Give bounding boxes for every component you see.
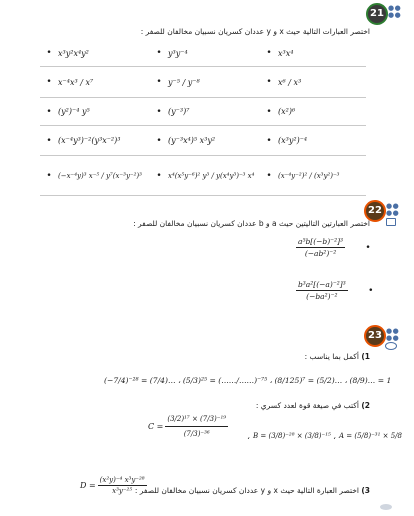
c-denominator: (7/3)⁻³⁶ [183,430,210,438]
expression: (x⁻⁴y⁻²)² / (x³y²)⁻³ [278,171,340,180]
exercise-21-table [40,40,366,196]
expression: (y⁻³)⁷ [168,107,190,116]
numerator: a⁵b[(−b)⁻²]³ [298,237,344,246]
q3-number: 3) [361,486,370,495]
expression: y³y⁻⁴ [168,48,188,58]
q2-c-expression [148,415,228,438]
expression: y⁻⁵ / y⁻⁸ [168,77,200,87]
q2-a-expression: A = (5/8)⁻³¹ × 5/8 [339,432,402,440]
expression: (x²)⁶ [278,107,296,116]
expression: x⁴(x⁵y⁻⁶)² y³ / y(x⁴y³)⁻³ x⁴ [168,171,255,180]
separator: ، [247,432,250,441]
dots-icon: ●● ●● [388,4,402,19]
bullet: • [46,135,52,146]
page-corner-icon [380,504,392,510]
dots-icon: ●● ●● [386,327,400,342]
expression: (−x⁻⁴y)³ x⁻⁵ / y⁷(x⁻³y⁻²)³ [58,171,142,180]
bullet: • [266,135,272,146]
q1-expression: (−7/4)⁻²⁸ = (7/4)… ، (5/3)²⁵ = (……/……)⁻⁷⁵ ، (8/125)⁷ = (5/2)… ، (8/9)… = 1 [104,376,392,385]
bullet: • [46,106,52,117]
expression: (x⁻⁴y³)⁻²(y³x⁻²)³ [58,136,121,145]
eye-icon [385,342,397,350]
q1-instruction [305,352,370,361]
bullet: • [156,77,162,87]
table-row [40,156,366,196]
dots-icon: ●● ●● [386,202,400,217]
bullet: • [156,135,162,146]
c-numerator: (3/2)¹⁷ × (7/3)⁻¹⁹ [165,415,228,427]
expression: x⁶ / x³ [278,77,302,87]
expression: (x³y²)⁻⁴ [278,136,308,145]
book-icon [386,218,396,226]
expression: x³y²x⁴y² [58,48,89,58]
bullet: • [266,170,272,181]
d-label: D = [80,481,96,490]
q2-instruction [256,401,370,410]
d-denominator: x³y⁻²⁵ [112,487,133,495]
denominator: (−ba²)⁻² [306,292,338,301]
table-row [40,40,366,67]
bullet: • [46,48,52,58]
bullet: • [46,170,52,181]
separator: ، [333,432,336,441]
table-row [40,126,366,156]
bullet: • [156,106,162,117]
q3-instruction [135,486,370,495]
q2-text: أكتب في صيغة قوة لعدد كسري : [255,401,359,410]
bullet: • [266,106,272,117]
expression-2 [296,280,380,301]
table-row [40,98,366,126]
q1-number: 1) [361,352,370,361]
exercise-23-badge: 23 [364,325,386,347]
bullet: • [365,242,371,253]
exercise-22-instruction: اختصر العبارتين التاليتين حيث a و b عددان كسريان نسبيان مخالفان للصفر : [133,219,370,228]
exercise-22-badge: 22 [364,200,386,222]
bullet: • [266,48,272,58]
expression: x⁻⁴x³ / x⁷ [58,77,94,87]
expression: (y⁻³x⁴)⁵ x³y² [168,136,216,145]
denominator: (−ab²)⁻² [304,249,337,258]
d-numerator: (x²y)⁻⁴ x³y⁻²⁸ [99,476,145,484]
q1-text: أكمل بما يناسب : [304,352,359,361]
q3-text: اختصر العبارة التالية حيث x و y عددان كسريان نسبيان مخالفان للصفر : [134,486,359,495]
bullet: • [156,48,162,58]
c-label: C = [148,422,164,431]
exercise-21-instruction: اختصر العبارات التالية حيث x و y عددان كسريان نسبيان مخالفان للصفر : [140,27,370,36]
expression: x³x⁴ [278,48,294,58]
bullet: • [368,285,374,296]
exercise-21-badge: 21 [366,3,388,25]
expression-1 [296,237,377,258]
q2-b-expression: B = (3/8)⁻²⁸ × (3/8)⁻¹⁵ [253,432,331,440]
expression: (y²)⁻⁴ y⁵ [58,107,90,116]
bullet: • [156,170,162,181]
table-row [40,67,366,98]
bullet: • [46,77,52,87]
bullet: • [266,77,272,87]
numerator: b³a²[(−a)⁻²]³ [298,280,346,289]
q2-number: 2) [361,401,370,410]
